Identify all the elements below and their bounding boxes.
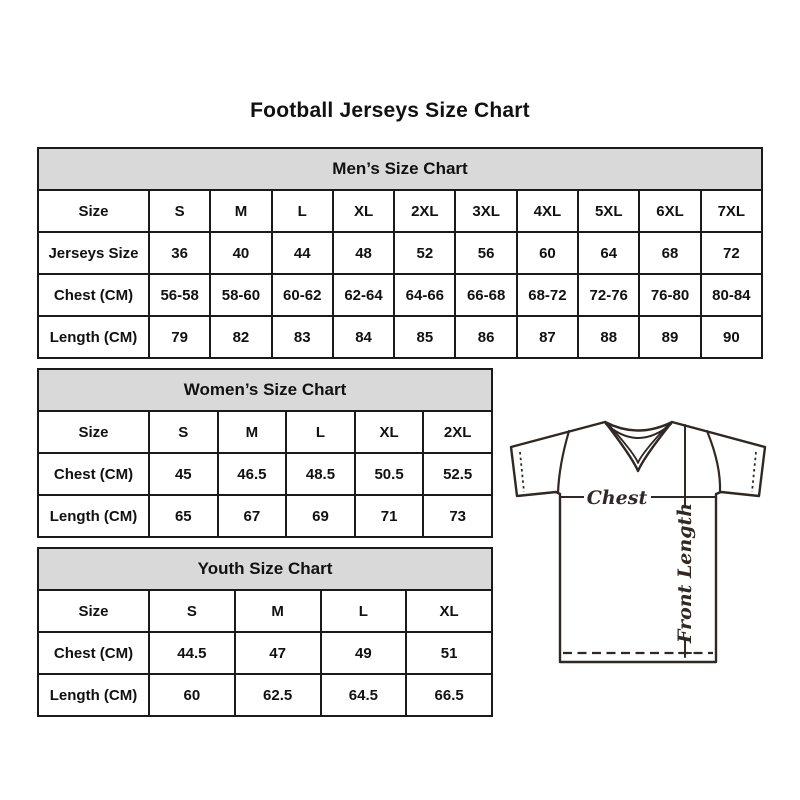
cell: 79 [149,316,210,358]
cell: 51 [406,632,492,674]
cell: XL [355,411,424,453]
table-header-row [38,548,492,590]
cell: 67 [218,495,287,537]
cell: 48 [333,232,394,274]
row-label: Length (CM) [38,674,149,716]
womens-size-table [37,368,493,538]
table-row [38,495,492,537]
cell: S [149,190,210,232]
cell: 80-84 [701,274,762,316]
row-label: Jerseys Size [38,232,149,274]
mens-table-title: Men’s Size Chart [38,148,762,190]
cell: 85 [394,316,455,358]
row-label: Chest (CM) [38,632,149,674]
table-row [38,274,762,316]
cell: M [235,590,321,632]
cell: 68 [639,232,700,274]
cell: 2XL [423,411,492,453]
table-row [38,190,762,232]
cell: 60-62 [272,274,333,316]
mens-size-table [37,147,763,359]
cell: 5XL [578,190,639,232]
cell: 73 [423,495,492,537]
cell: 66.5 [406,674,492,716]
cell: 58-60 [210,274,271,316]
youth-table-title: Youth Size Chart [38,548,492,590]
cell: 60 [517,232,578,274]
cell: 45 [149,453,218,495]
cell: S [149,590,235,632]
cell: 64 [578,232,639,274]
table-row [38,411,492,453]
cell: 49 [321,632,407,674]
table-row [38,316,762,358]
cell: 87 [517,316,578,358]
cell: 64-66 [394,274,455,316]
table-row [38,590,492,632]
cell: 89 [639,316,700,358]
row-label: Size [38,411,149,453]
cell: 52 [394,232,455,274]
cell: 56-58 [149,274,210,316]
cell: 56 [455,232,516,274]
cell: 40 [210,232,271,274]
row-label: Chest (CM) [38,453,149,495]
chest-label: Chest [586,487,648,509]
cell: 46.5 [218,453,287,495]
page-title: Football Jerseys Size Chart [250,99,530,122]
jersey-diagram [495,395,795,695]
cell: L [286,411,355,453]
table-row [38,453,492,495]
cell: 2XL [394,190,455,232]
cell: S [149,411,218,453]
cell: L [321,590,407,632]
cell: 48.5 [286,453,355,495]
cell: 44.5 [149,632,235,674]
cell: L [272,190,333,232]
cell: 88 [578,316,639,358]
table-row [38,674,492,716]
cell: XL [406,590,492,632]
table-header-row [38,369,492,411]
cell: 36 [149,232,210,274]
row-label: Size [38,190,149,232]
cell: 50.5 [355,453,424,495]
row-label: Length (CM) [38,316,149,358]
cell: 69 [286,495,355,537]
cell: 3XL [455,190,516,232]
cell: 71 [355,495,424,537]
table-row [38,632,492,674]
cell: 65 [149,495,218,537]
front-length-label: Front Length [674,502,696,644]
cell: 6XL [639,190,700,232]
cell: 62-64 [333,274,394,316]
cell: 7XL [701,190,762,232]
row-label: Chest (CM) [38,274,149,316]
jersey-outline [511,422,765,662]
cell: XL [333,190,394,232]
cell: M [218,411,287,453]
cell: 86 [455,316,516,358]
cell: 64.5 [321,674,407,716]
cell: 72-76 [578,274,639,316]
cell: 76-80 [639,274,700,316]
cell: 60 [149,674,235,716]
cell: 62.5 [235,674,321,716]
cell: 47 [235,632,321,674]
table-header-row [38,148,762,190]
cell: 82 [210,316,271,358]
row-label: Size [38,590,149,632]
cell: 52.5 [423,453,492,495]
cell: 83 [272,316,333,358]
table-row [38,232,762,274]
cell: 90 [701,316,762,358]
cell: 68-72 [517,274,578,316]
cell: 4XL [517,190,578,232]
womens-table-title: Women’s Size Chart [38,369,492,411]
cell: M [210,190,271,232]
row-label: Length (CM) [38,495,149,537]
cell: 44 [272,232,333,274]
cell: 66-68 [455,274,516,316]
cell: 72 [701,232,762,274]
youth-size-table [37,547,493,717]
cell: 84 [333,316,394,358]
